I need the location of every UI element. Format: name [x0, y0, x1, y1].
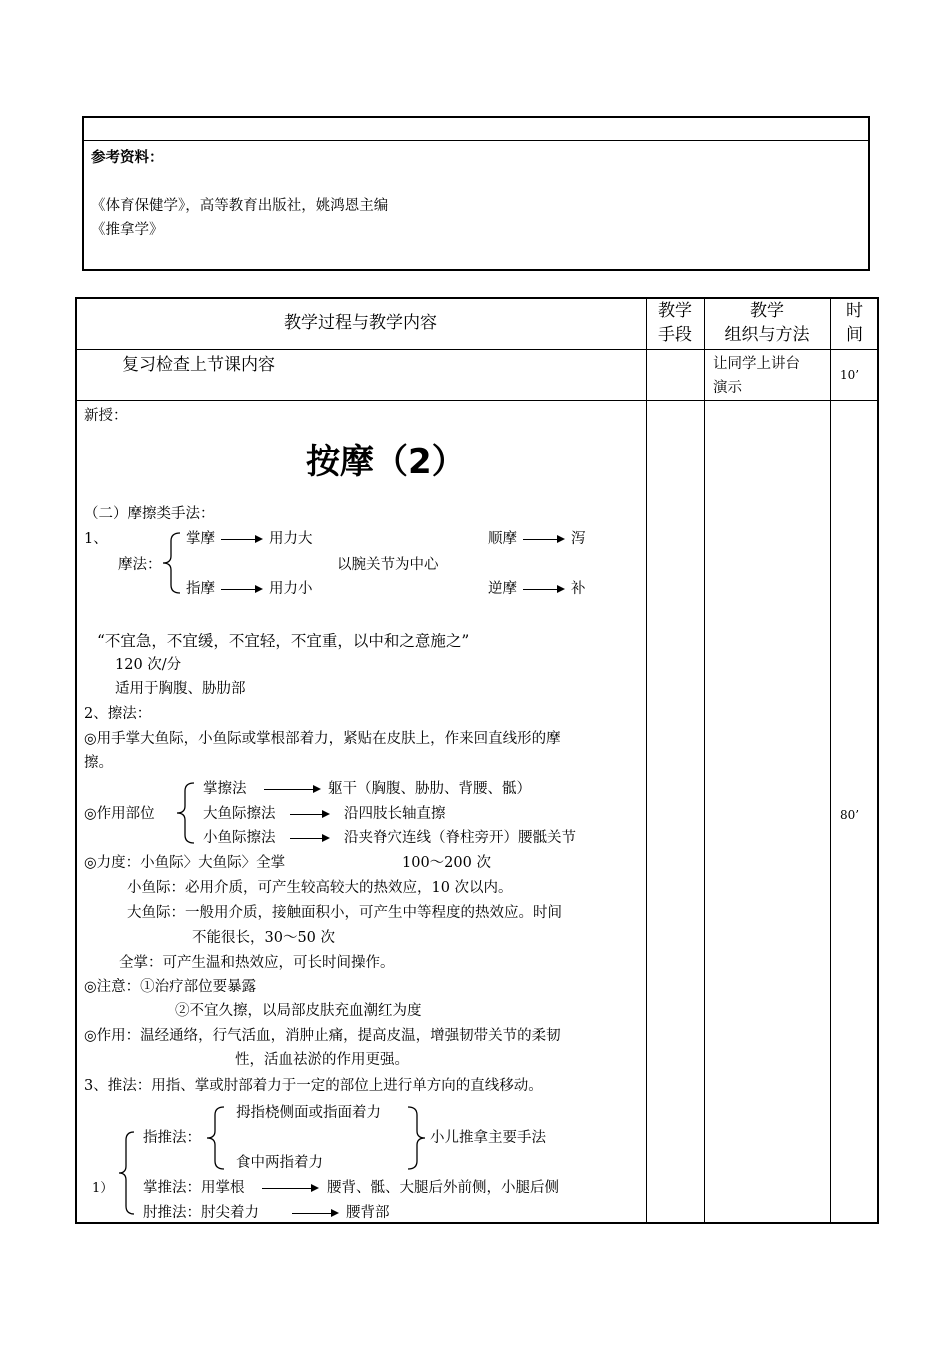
clockwise-result: 泻 — [571, 531, 586, 547]
header-time-line1: 时 — [846, 301, 863, 321]
wipe-small-thenar: 小鱼际：必用介质，可产生较高较大的热效应，10 次以内。 — [127, 880, 513, 896]
child-massage-brace-icon — [406, 1104, 428, 1172]
counter-label: 逆摩 — [488, 581, 517, 597]
palm-rub-result: 用力大 — [269, 531, 313, 547]
wipe-method-2-target: 沿四肢长轴直擦 — [344, 806, 446, 822]
reference-heading: 参考资料： — [91, 149, 164, 166]
wipe-large-thenar-line2: 不能很长，30～50 次 — [192, 930, 336, 946]
section-heading: （二）摩擦类手法： — [84, 506, 215, 522]
elbow-push-target: 腰背部 — [346, 1205, 390, 1221]
header-content: 教学过程与教学内容 — [284, 313, 437, 333]
palm-push-label: 掌推法：用掌根 — [143, 1180, 245, 1196]
push-number: 1） — [92, 1181, 114, 1196]
rubbing-brace-icon — [160, 530, 182, 596]
col-divider-method — [704, 297, 705, 1224]
palm-rub-arrow-icon — [221, 539, 261, 540]
row1-content: 复习检查上节课内容 — [122, 355, 275, 375]
wipe-method-3: 小鱼际擦法 — [203, 830, 276, 846]
header-means-line2: 手段 — [658, 325, 692, 345]
push-finger-label: 指推法： — [143, 1130, 201, 1146]
row2-time: 80’ — [840, 808, 860, 822]
col-divider-time — [830, 297, 831, 1224]
wipe-effect-line1: ◎作用：温经通络，行气活血，消肿止痛，提高皮温，增强韧带关节的柔韧 — [84, 1028, 561, 1044]
rubbing-number: 1、 — [84, 531, 108, 547]
finger-rub-result: 用力小 — [269, 581, 313, 597]
new-lesson-label: 新授： — [84, 408, 128, 424]
reference-top-divider — [82, 140, 870, 141]
palm-rub-label: 掌摩 — [186, 531, 215, 547]
header-means-line1: 教学 — [658, 301, 692, 321]
row1-divider — [75, 400, 879, 401]
rubbing-center: 以腕关节为中心 — [337, 557, 439, 573]
wipe-parts-brace-icon — [174, 780, 196, 846]
palm-push-target: 腰背、骶、大腿后外前侧，小腿后侧 — [327, 1180, 559, 1196]
finger-rub-arrow-icon — [221, 589, 261, 590]
wipe-method-1: 掌擦法 — [203, 781, 247, 797]
header-time-line2: 间 — [846, 325, 863, 345]
header-method-line2: 组织与方法 — [724, 325, 810, 345]
clockwise-arrow-icon — [523, 539, 563, 540]
wipe-method-2: 大鱼际擦法 — [203, 806, 276, 822]
push-outer-brace-icon — [116, 1129, 136, 1217]
wipe-desc-line1: ◎用手掌大鱼际，小鱼际或掌根部着力，紧贴在皮肤上，作来回直线形的摩 — [84, 731, 561, 747]
wipe-method-1-arrow-icon — [264, 789, 319, 790]
wipe-parts-label: ◎作用部位 — [84, 806, 155, 822]
reference-item-2: 《推拿学》 — [91, 222, 164, 238]
reference-item-1: 《体育保健学》，高等教育出版社，姚鸿恩主编 — [91, 198, 389, 214]
wipe-note-line1: ◎注意：①治疗部位要暴露 — [84, 979, 257, 995]
wipe-heading: 2、擦法： — [84, 706, 152, 722]
wipe-whole-palm: 全掌：可产生温和热效应，可长时间操作。 — [119, 955, 395, 971]
header-row-divider — [75, 349, 879, 350]
rubbing-quote: “不宜急，不宜缓，不宜轻，不宜重，以中和之意施之” — [97, 632, 470, 650]
wipe-desc-line2: 擦。 — [84, 755, 113, 771]
row1-method-line2: 演示 — [713, 380, 742, 396]
wipe-force: ◎力度：小鱼际〉大鱼际〉全掌 — [84, 855, 286, 871]
elbow-push-arrow-icon — [292, 1213, 337, 1214]
wipe-method-1-target: 躯干（胸腹、胁肋、背腰、骶） — [328, 781, 531, 797]
elbow-push-label: 肘推法：肘尖着力 — [143, 1205, 259, 1221]
row1-method-line1: 让同学上讲台 — [713, 356, 800, 372]
wipe-method-3-target: 沿夹脊穴连线（脊柱旁开）腰骶关节 — [344, 830, 576, 846]
row1-time: 10’ — [840, 368, 860, 382]
col-divider-means — [646, 297, 647, 1224]
clockwise-label: 顺摩 — [488, 531, 517, 547]
rubbing-label: 摩法： — [118, 557, 162, 573]
counter-result: 补 — [571, 581, 586, 597]
rubbing-frequency: 120 次/分 — [115, 657, 182, 673]
wipe-note-line2: ②不宜久擦，以局部皮肤充血潮红为度 — [175, 1003, 422, 1019]
wipe-method-2-arrow-icon — [290, 814, 328, 815]
wipe-force-count: 100～200 次 — [402, 855, 491, 871]
lesson-title: 按摩（2） — [306, 442, 466, 482]
finger-push-option-1: 拇指桡侧面或指面着力 — [236, 1105, 381, 1121]
finger-push-brace-icon — [204, 1104, 226, 1172]
child-massage-note: 小儿推拿主要手法 — [430, 1130, 546, 1146]
finger-rub-label: 指摩 — [186, 581, 215, 597]
push-heading: 3、推法：用指、掌或肘部着力于一定的部位上进行单方向的直线移动。 — [84, 1078, 543, 1094]
wipe-effect-line2: 性，活血祛淤的作用更强。 — [235, 1052, 409, 1068]
wipe-large-thenar-line1: 大鱼际：一般用介质，接触面积小，可产生中等程度的热效应。时间 — [127, 905, 562, 921]
wipe-method-3-arrow-icon — [290, 838, 328, 839]
header-method-line1: 教学 — [750, 301, 784, 321]
palm-push-arrow-icon — [262, 1188, 317, 1189]
rubbing-applies: 适用于胸腹、胁肋部 — [115, 681, 246, 697]
counter-arrow-icon — [523, 589, 563, 590]
finger-push-option-2: 食中两指着力 — [236, 1155, 323, 1171]
